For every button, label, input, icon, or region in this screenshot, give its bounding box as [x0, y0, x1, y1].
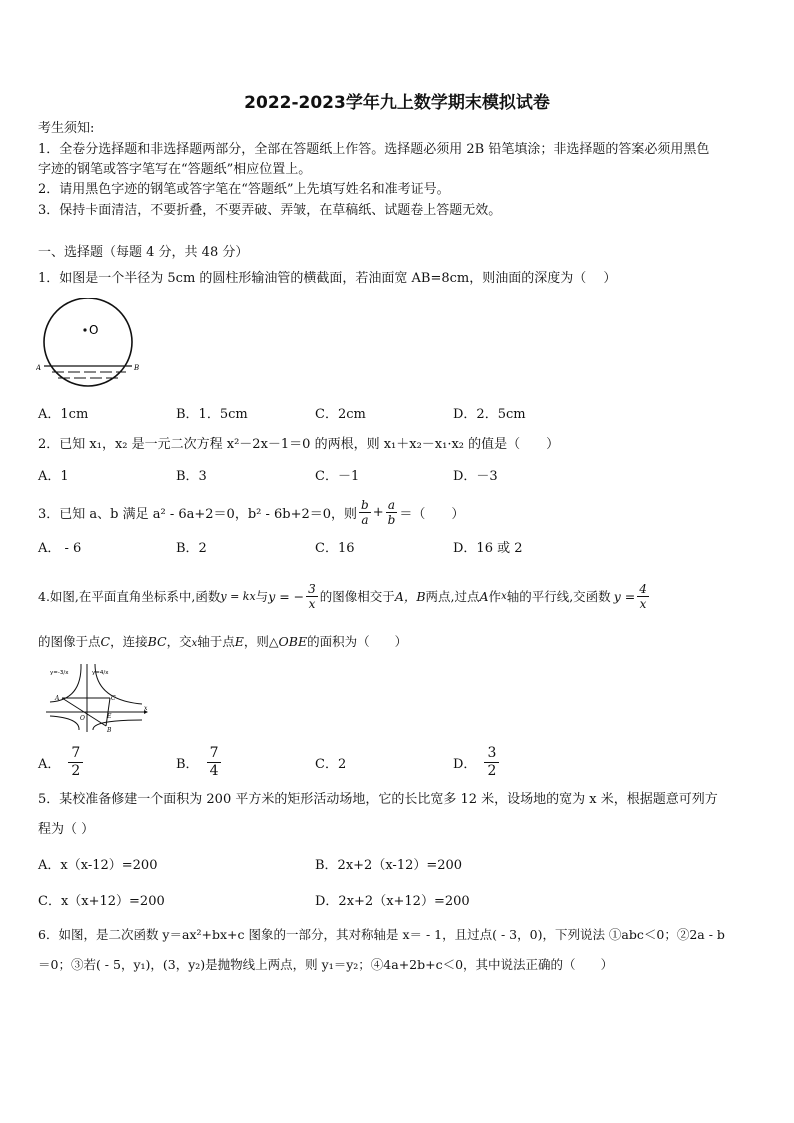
q1-option-c[interactable]: C．2cm [315, 407, 366, 422]
q1-option-d[interactable]: D．2．5cm [453, 407, 526, 422]
q5-option-a[interactable]: A．x（x-12）=200 [38, 858, 158, 873]
fig-point-c: C [111, 695, 116, 702]
curve-label-pos: y=4/x [92, 670, 109, 676]
fraction-4-over-x: $\frac{4}{x}$ [639, 581, 647, 611]
q5-option-c[interactable]: C．x（x+12）=200 [38, 894, 165, 909]
q5-option-b[interactable]: B．2x+2（x-12）=200 [315, 858, 463, 873]
q3-option-c[interactable]: C．16 [315, 541, 355, 556]
q4-option-b[interactable]: B． $\frac{7}{4}$ [176, 742, 221, 782]
fig-point-a: A [55, 695, 60, 702]
notice-item: 1．全卷分选择题和非选择题两部分，全部在答题纸上作答。选择题必须用 2B 铅笔填涂；非选择题的答案必须用黑色 [38, 142, 710, 157]
curve-label-neg: y=-3/x [50, 670, 69, 676]
notice-heading: 考生须知: [38, 121, 95, 136]
q5-option-d[interactable]: D．2x+2（x+12）=200 [315, 894, 470, 909]
q2-option-b[interactable]: B．3 [176, 469, 207, 484]
q2-option-c[interactable]: C．－1 [315, 469, 360, 484]
q3-text-pre: 3．已知 a、b 满足 a² - 6a+2＝0，b² - 6b+2＝0，则 [38, 506, 358, 522]
question-4-line-2: 的图像于点C，连接BC，交x轴于点E，则△OBE的面积为（ ） [38, 634, 408, 649]
q3-option-d[interactable]: D．16 或 2 [453, 541, 523, 556]
question-6-line-2: ＝0；③若( - 5，y₁)，(3，y₂)是抛物线上两点，则 y₁＝y₂；④4a+2b+c＜0，其中说法正确的（ ） [38, 957, 614, 972]
q4-option-c[interactable]: C．2 [315, 756, 347, 772]
question-2-text: 2．已知 x₁，x₂ 是一元二次方程 x²－2x－1＝0 的两根，则 x₁＋x₂－x₁·x₂ 的值是（ ） [38, 437, 560, 452]
question-4-line-1: 4.如图,在平面直角坐标系中,函数 y = kx 与 y = − $\frac{3}{x}$ 的图像相交于 A， B 两点,过点 A 作 x 轴的平行线,交函数 y = $\frac{4}{x}$ [38, 581, 647, 611]
q2-option-d[interactable]: D．－3 [453, 469, 498, 484]
q2-option-a[interactable]: A．1 [38, 469, 69, 484]
question-6-line-1: 6．如图，是二次函数 y＝ax²+bx+c 图象的一部分，其对称轴是 x＝ - 1，且过点( - 3，0)，下列说法 ①abc＜0；②2a - b [38, 927, 725, 942]
question-5-line-2: 程为（ ） [38, 822, 95, 837]
fraction-b-over-a: $\frac{b}{a}$ [361, 497, 369, 527]
fig-origin: O [80, 715, 85, 722]
notice-item: 2．请用黑色字迹的钢笔或答字笔在“答题纸”上先填写姓名和准考证号。 [38, 182, 450, 197]
fig-point-e: E [107, 713, 112, 720]
q3-option-b[interactable]: B．2 [176, 541, 207, 556]
plus-sign: + [372, 504, 384, 520]
page-title: 2022-2023学年九上数学期末模拟试卷 [244, 93, 550, 113]
hyperbola-figure [44, 660, 150, 734]
fig-axis-x: x [144, 705, 148, 712]
q1-option-b[interactable]: B．1．5cm [176, 407, 248, 422]
fraction-3-over-x: $\frac{3}{x}$ [308, 581, 316, 611]
notice-item: 字迹的钢笔或答字笔写在“答题纸”相应位置上。 [38, 162, 312, 177]
fig-point-b: B [107, 727, 112, 734]
notice-item: 3．保持卡面清洁，不要折叠，不要弄破、弄皱，在草稿纸、试题卷上答题无效。 [38, 203, 502, 218]
q3-text-post: ＝（ ） [399, 506, 465, 522]
q3-option-a[interactable]: A． - 6 [38, 541, 82, 556]
q4-option-d[interactable]: D． $\frac{3}{2}$ [453, 742, 499, 782]
question-5-line-1: 5．某校准备修建一个面积为 200 平方米的矩形活动场地，它的长比宽多 12 米，设场地的宽为 x 米，根据题意可列方 [38, 792, 718, 807]
pipe-cross-section-figure [36, 298, 140, 390]
section-heading: 一、选择题（每题 4 分，共 48 分） [38, 245, 249, 260]
fraction-a-over-b: $\frac{a}{b}$ [387, 497, 396, 527]
q1-option-a[interactable]: A．1cm [38, 407, 89, 422]
question-3-text [38, 494, 464, 530]
point-b-label: B [134, 364, 140, 372]
center-label: O [89, 323, 99, 337]
q4-option-a[interactable]: A． $\frac{7}{2}$ [38, 742, 83, 782]
question-1-text: 1．如图是一个半径为 5cm 的圆柱形输油管的横截面，若油面宽 AB=8cm，则油面的深度为（ ） [38, 271, 617, 286]
point-a-label: A [36, 364, 42, 372]
